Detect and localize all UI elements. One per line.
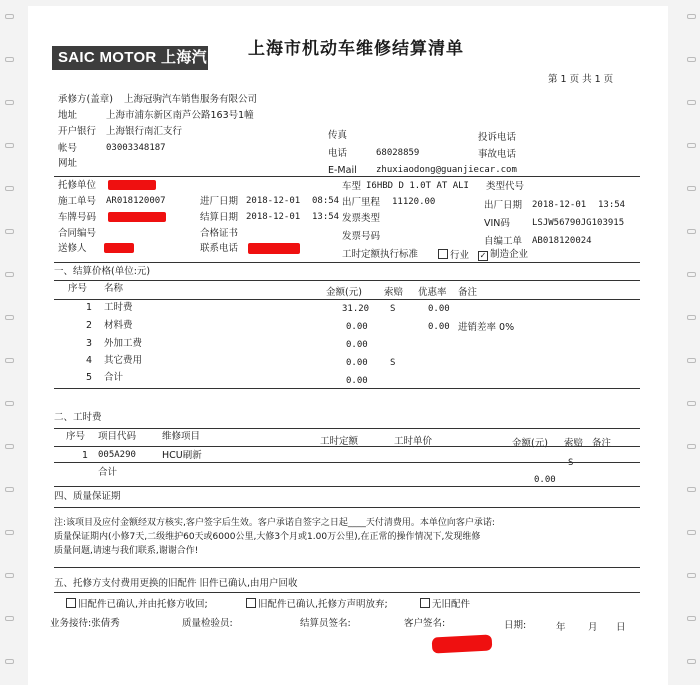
s1-header-note: 备注 bbox=[458, 287, 478, 298]
s1-row-note: 进销差率 0% bbox=[458, 322, 515, 333]
email-value: zhuxiaodong@guanjiecar.com bbox=[376, 165, 517, 175]
s1-row-discount: 0.00 bbox=[428, 322, 450, 332]
s1-row-no: 5 bbox=[86, 372, 93, 383]
document-title: 上海市机动车维修结算清单 bbox=[248, 39, 464, 59]
s1-row-name: 外加工费 bbox=[104, 338, 143, 349]
s2-header-no: 序号 bbox=[66, 431, 86, 442]
settle-time-value: 13:54 bbox=[312, 212, 340, 222]
page-info: 第 1 页 共 1 页 bbox=[548, 74, 614, 85]
checkbox-industry[interactable] bbox=[438, 249, 448, 259]
s1-row-amount: 0.00 bbox=[346, 376, 368, 386]
s2-row-claim: S bbox=[568, 458, 574, 468]
divider bbox=[54, 428, 640, 429]
brand-logo: SAIC MOTOR 上海汽车 bbox=[52, 46, 208, 70]
checkbox-waived[interactable] bbox=[246, 598, 256, 608]
bank-label: 开户银行 bbox=[58, 126, 97, 137]
vin-value: LSJW56790JG103915 bbox=[532, 218, 625, 228]
warranty-line-3: 质量问题,请速与我们联系,谢谢合作! bbox=[54, 546, 199, 556]
divider bbox=[54, 462, 640, 463]
fax-label: 传真 bbox=[328, 130, 348, 141]
checkbox-manufacturer-checked[interactable]: ✓ bbox=[479, 251, 487, 260]
s1-row-name: 工时费 bbox=[104, 302, 133, 313]
vin-label: VIN码 bbox=[484, 218, 510, 229]
s2-header-claim: 索赔 bbox=[564, 438, 584, 449]
sender-label: 送修人 bbox=[58, 243, 87, 254]
divider bbox=[54, 262, 640, 263]
settle-date-value: 2018-12-01 bbox=[246, 212, 301, 222]
s1-row-name: 材料费 bbox=[104, 320, 133, 331]
s2-total-label: 合计 bbox=[98, 467, 118, 478]
option-waived-label: 旧配件已确认,托修方声明放弃; bbox=[258, 599, 388, 610]
exit-date-label: 出厂日期 bbox=[484, 200, 523, 211]
invoice-type-label: 发票类型 bbox=[342, 213, 381, 224]
settle-date-label: 结算日期 bbox=[200, 212, 239, 223]
customer-signature-label: 客户签名: bbox=[404, 618, 446, 629]
email-label: E-Mail bbox=[328, 165, 357, 176]
work-no-value: AR018120007 bbox=[106, 196, 166, 206]
cert-label: 合格证书 bbox=[200, 228, 239, 239]
repairer-name-label: 承修方(盖章) bbox=[58, 94, 113, 105]
s1-header-no: 序号 bbox=[68, 283, 88, 294]
s1-row-discount: 0.00 bbox=[428, 304, 450, 314]
s1-row-amount: 0.00 bbox=[346, 358, 368, 368]
work-no-label: 施工单号 bbox=[58, 196, 97, 207]
s1-row-no: 1 bbox=[86, 302, 93, 313]
redaction bbox=[248, 243, 300, 254]
repairer-name: 上海冠驹汽车销售服务有限公司 bbox=[124, 94, 258, 105]
s1-row-no: 3 bbox=[86, 338, 93, 349]
section3-title: 四、质量保证期 bbox=[54, 491, 121, 502]
s2-header-note: 备注 bbox=[592, 438, 612, 449]
plate-label: 车牌号码 bbox=[58, 212, 97, 223]
exit-time-value: 13:54 bbox=[598, 200, 626, 210]
date-month: 月 bbox=[588, 622, 598, 633]
contact-phone-label: 联系电话 bbox=[200, 243, 239, 254]
s1-header-name: 名称 bbox=[104, 283, 124, 294]
mileage-value: 11120.00 bbox=[392, 197, 436, 207]
s1-row-claim: S bbox=[390, 358, 396, 368]
s1-row-amount: 0.00 bbox=[346, 322, 368, 332]
divider bbox=[54, 176, 640, 177]
divider bbox=[54, 592, 640, 593]
entry-date-label: 进厂日期 bbox=[200, 196, 239, 207]
section4-title: 五、托修方支付费用更换的旧配件 旧件已确认,由用户回收 bbox=[54, 578, 298, 589]
address-value: 上海市浦东新区南芦公路163号1幢 bbox=[106, 110, 254, 121]
signature-redaction bbox=[432, 634, 493, 653]
s2-row-code: 005A290 bbox=[98, 450, 136, 460]
s1-row-claim: S bbox=[390, 304, 396, 314]
accident-phone-label: 事故电话 bbox=[478, 149, 517, 160]
phone-label: 电话 bbox=[328, 148, 348, 159]
checkbox-returned[interactable] bbox=[66, 598, 76, 608]
divider bbox=[54, 299, 640, 300]
s1-header-amount: 金额(元) bbox=[326, 287, 362, 298]
s1-row-no: 2 bbox=[86, 320, 93, 331]
quality-inspector-label: 质量检验员: bbox=[182, 618, 233, 629]
divider bbox=[54, 280, 640, 281]
old-parts-option-none[interactable] bbox=[420, 598, 470, 610]
contract-label: 合同编号 bbox=[58, 228, 97, 239]
service-advisor: 业务接待:张倩秀 bbox=[50, 618, 120, 629]
warranty-line-2: 质量保证期内(小修7天,二级维护60天或6000公里,大修3个月或1.00万公里),在正常的操作情况下,发现维修 bbox=[54, 532, 481, 542]
divider bbox=[54, 388, 640, 389]
right-tractor-holes bbox=[684, 0, 698, 685]
redaction bbox=[108, 180, 156, 190]
old-parts-option-returned[interactable] bbox=[66, 598, 208, 610]
divider bbox=[54, 486, 640, 487]
entry-date-value: 2018-12-01 bbox=[246, 196, 301, 206]
complaint-phone-label: 投诉电话 bbox=[478, 132, 517, 143]
mileage-label: 出厂里程 bbox=[342, 197, 381, 208]
option-manufacturer[interactable] bbox=[478, 249, 528, 261]
date-label: 日期: bbox=[504, 620, 527, 631]
left-tractor-holes bbox=[2, 0, 16, 685]
client-label: 托修单位 bbox=[58, 180, 97, 191]
divider bbox=[54, 567, 640, 568]
s2-header-item: 维修项目 bbox=[162, 431, 201, 442]
option-industry[interactable] bbox=[438, 249, 469, 261]
s1-row-no: 4 bbox=[86, 355, 93, 366]
website-label: 网址 bbox=[58, 158, 78, 169]
checkbox-none[interactable] bbox=[420, 598, 430, 608]
date-year: 年 bbox=[556, 622, 566, 633]
address-label: 地址 bbox=[58, 110, 78, 121]
account-label: 帐号 bbox=[58, 143, 78, 154]
self-no-label: 自编工单 bbox=[484, 236, 523, 247]
section1-title: 一、结算价格(单位:元) bbox=[54, 266, 151, 277]
s2-header-amount: 金额(元) bbox=[512, 438, 548, 449]
exit-date-value: 2018-12-01 bbox=[532, 200, 587, 210]
s1-header-discount: 优惠率 bbox=[418, 287, 447, 298]
model-label: 车型 bbox=[342, 181, 362, 192]
standard-label: 工时定额执行标准 bbox=[342, 249, 419, 260]
self-no-value: AB018120024 bbox=[532, 236, 592, 246]
s2-row-no: 1 bbox=[82, 450, 89, 461]
s1-row-amount: 31.20 bbox=[342, 304, 370, 314]
s2-total-amount: 0.00 bbox=[534, 475, 556, 485]
option-manufacturer-label: 制造企业 bbox=[490, 249, 529, 260]
entry-time-value: 08:54 bbox=[312, 196, 340, 206]
warranty-line-1: 注:该项目及应付金额经双方核实,客户签字后生效。客户承诺自签字之日起____天付清费用。本单位向客户承诺: bbox=[54, 518, 495, 528]
settler-signature-label: 结算员签名: bbox=[300, 618, 351, 629]
account-value: 03003348187 bbox=[106, 143, 166, 153]
s1-row-amount: 0.00 bbox=[346, 340, 368, 350]
phone-value: 68028859 bbox=[376, 148, 420, 158]
s1-header-claim: 索赔 bbox=[384, 287, 404, 298]
s2-header-unit-price: 工时单价 bbox=[394, 436, 433, 447]
model-code-label: 类型代号 bbox=[486, 181, 525, 192]
s1-row-name: 合计 bbox=[104, 372, 124, 383]
s2-header-hours: 工时定额 bbox=[320, 436, 359, 447]
section2-title: 二、工时费 bbox=[54, 412, 102, 423]
divider bbox=[54, 446, 640, 447]
option-none-label: 无旧配件 bbox=[432, 599, 471, 610]
model-value: I6HBD D 1.0T AT ALI bbox=[366, 181, 469, 191]
divider bbox=[54, 507, 640, 508]
s2-header-code: 项目代码 bbox=[98, 431, 137, 442]
old-parts-option-waived[interactable] bbox=[246, 598, 388, 610]
option-industry-label: 行业 bbox=[450, 250, 470, 261]
redaction bbox=[108, 212, 166, 222]
date-day: 日 bbox=[616, 622, 626, 633]
invoice-no-label: 发票号码 bbox=[342, 231, 381, 242]
s2-row-item: HCU刷新 bbox=[162, 450, 202, 461]
bank-value: 上海银行南汇支行 bbox=[106, 126, 183, 137]
redaction bbox=[104, 243, 134, 253]
option-returned-label: 旧配件已确认,并由托修方收回; bbox=[78, 599, 208, 610]
s1-row-name: 其它费用 bbox=[104, 355, 143, 366]
